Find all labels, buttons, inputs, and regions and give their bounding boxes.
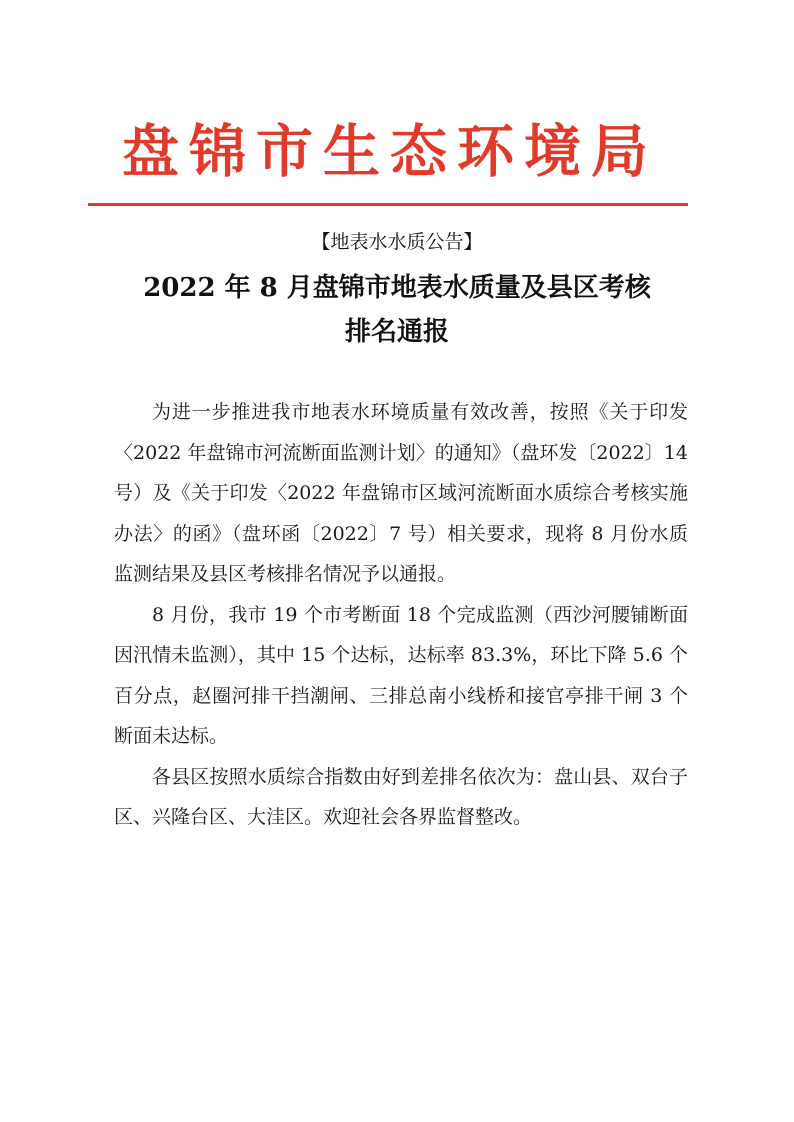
document-title-line-1: 2022 年 8 月盘锦市地表水质量及县区考核 bbox=[143, 273, 651, 303]
notice-tag: 【地表水水质公告】 bbox=[311, 231, 483, 253]
agency-header: 盘锦市生态环境局 bbox=[122, 119, 658, 185]
document-body bbox=[114, 392, 688, 838]
document-title bbox=[80, 266, 714, 354]
document-title-line-2: 排名通报 bbox=[344, 317, 449, 347]
body-paragraph-2: 8 月份，我市 19 个市考断面 18 个完成监测（西沙河腰铺断面因汛情未监测），其中 15 个达标，达标率 83.3%，环比下降 5.6 个百分点，赵圈河排干挡潮闸、三排总南小线桥和接官亭排干闸 3 个断面未达标。 bbox=[114, 603, 688, 747]
body-paragraph-1: 为进一步推进我市地表水环境质量有效改善，按照《关于印发〈2022 年盘锦市河流断面监测计划〉的通知》（盘环发〔2022〕14 号）及《关于印发〈2022 年盘锦市区域河流断面水质综合考核实施办法〉的函》（盘环函〔2022〕7 号）相关要求，现将 8 月份水质监测结果及县区考核排名情况予以通报。 bbox=[114, 401, 688, 585]
header-red-rule bbox=[88, 203, 688, 206]
body-paragraph-3: 各县区按照水质综合指数由好到差排名依次为：盘山县、双台子区、兴隆台区、大洼区。欢迎社会各界监督整改。 bbox=[114, 765, 688, 828]
